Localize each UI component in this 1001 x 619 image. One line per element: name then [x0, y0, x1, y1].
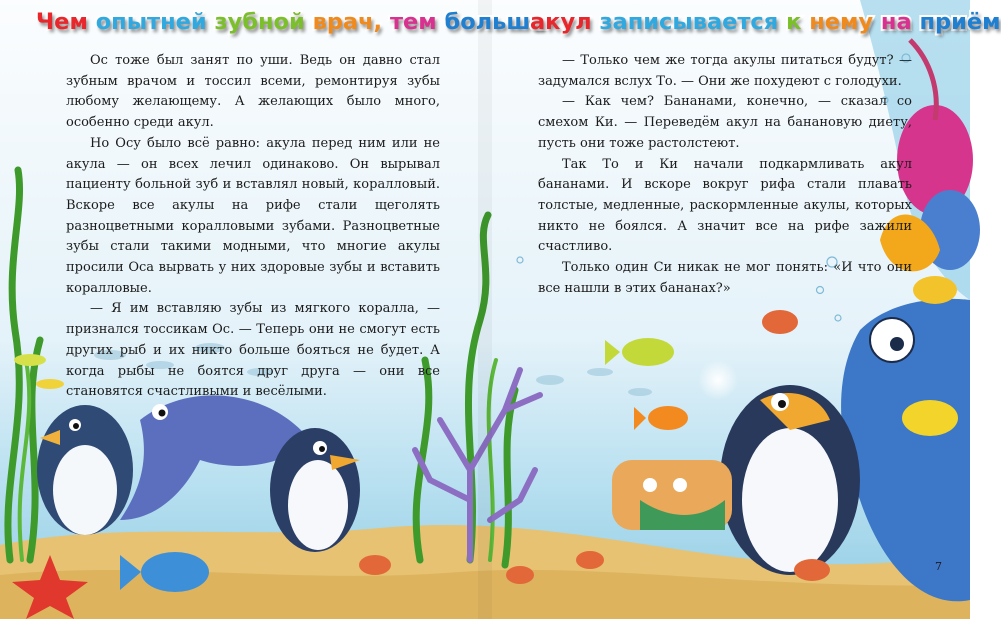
right-page-text [538, 51, 912, 299]
page-gutter [478, 0, 492, 619]
headline-word: больше [444, 9, 546, 35]
paragraph: Так То и Ки начали подкармливать акул бананами. И вскоре вокруг рифа стали плавать толстые, медленные, раскормленные акулы, которых никто не боялся. А значит все на рифе зажили счастливо. [538, 156, 912, 255]
headline-word: нему [809, 9, 874, 35]
penguin-left [37, 405, 133, 535]
headline-word: приём [919, 9, 1001, 35]
paragraph: Только один Си никак не мог понять: «И что они все нашли в этих бананах?» [538, 260, 912, 296]
headline-word: акул [530, 9, 592, 35]
lantern-glow [698, 360, 738, 400]
headline-word: к [786, 9, 802, 35]
headline-left [36, 8, 546, 36]
penguin-middle [270, 428, 360, 552]
paragraph: Ос тоже был занят по уши. Ведь он давно стал зубным врачом и тоссил всеми, ремонтируя зубы любому желающему. А желающих было много, особенно среди акул. [66, 53, 440, 131]
headline-word: записывается [599, 9, 779, 35]
sponge-character [612, 460, 732, 530]
headline-word: зубной [214, 9, 305, 35]
headline-word: врач, [312, 9, 383, 35]
headline-word: Чем [36, 9, 88, 35]
paragraph: — Я им вставляю зубы из мягкого коралла, — признался тоссикам Ос. — Теперь они не смогут есть других рыб и их никто больше бояться не будет. А когда рыбы не боятся друг друга — они все становятся счастливыми и весёлыми. [66, 301, 440, 400]
paragraph: — Только чем же тогда акулы питаться будут? — задумался вслух То. — Они же похудеют с голодухи. [538, 53, 912, 89]
headline-right [530, 8, 1001, 36]
headline-word: тем [389, 9, 437, 35]
paragraph: Но Осу было всё равно: акула перед ним или не акула — он всех лечил одинаково. Он вырывал пациенту больной зуб и вставлял новый, коралловый. Вскоре все акулы на рифе стали щеголять разноцветными коралловыми зубами. Разноцветные зубы стали такими модными, что многие акулы просили Оса вырвать у них здоровые зубы и вставить коралловые. [66, 135, 440, 296]
headline-word: опытней [95, 9, 207, 35]
penguin-right [720, 385, 860, 575]
page-number: 7 [935, 560, 942, 573]
left-page-text [66, 51, 440, 403]
headline-word: на [880, 9, 912, 35]
paragraph: — Как чем? Бананами, конечно, — сказал со смехом Ки. — Переведём акул на банановую диету, пусть они тоже растолстеют. [538, 94, 912, 151]
